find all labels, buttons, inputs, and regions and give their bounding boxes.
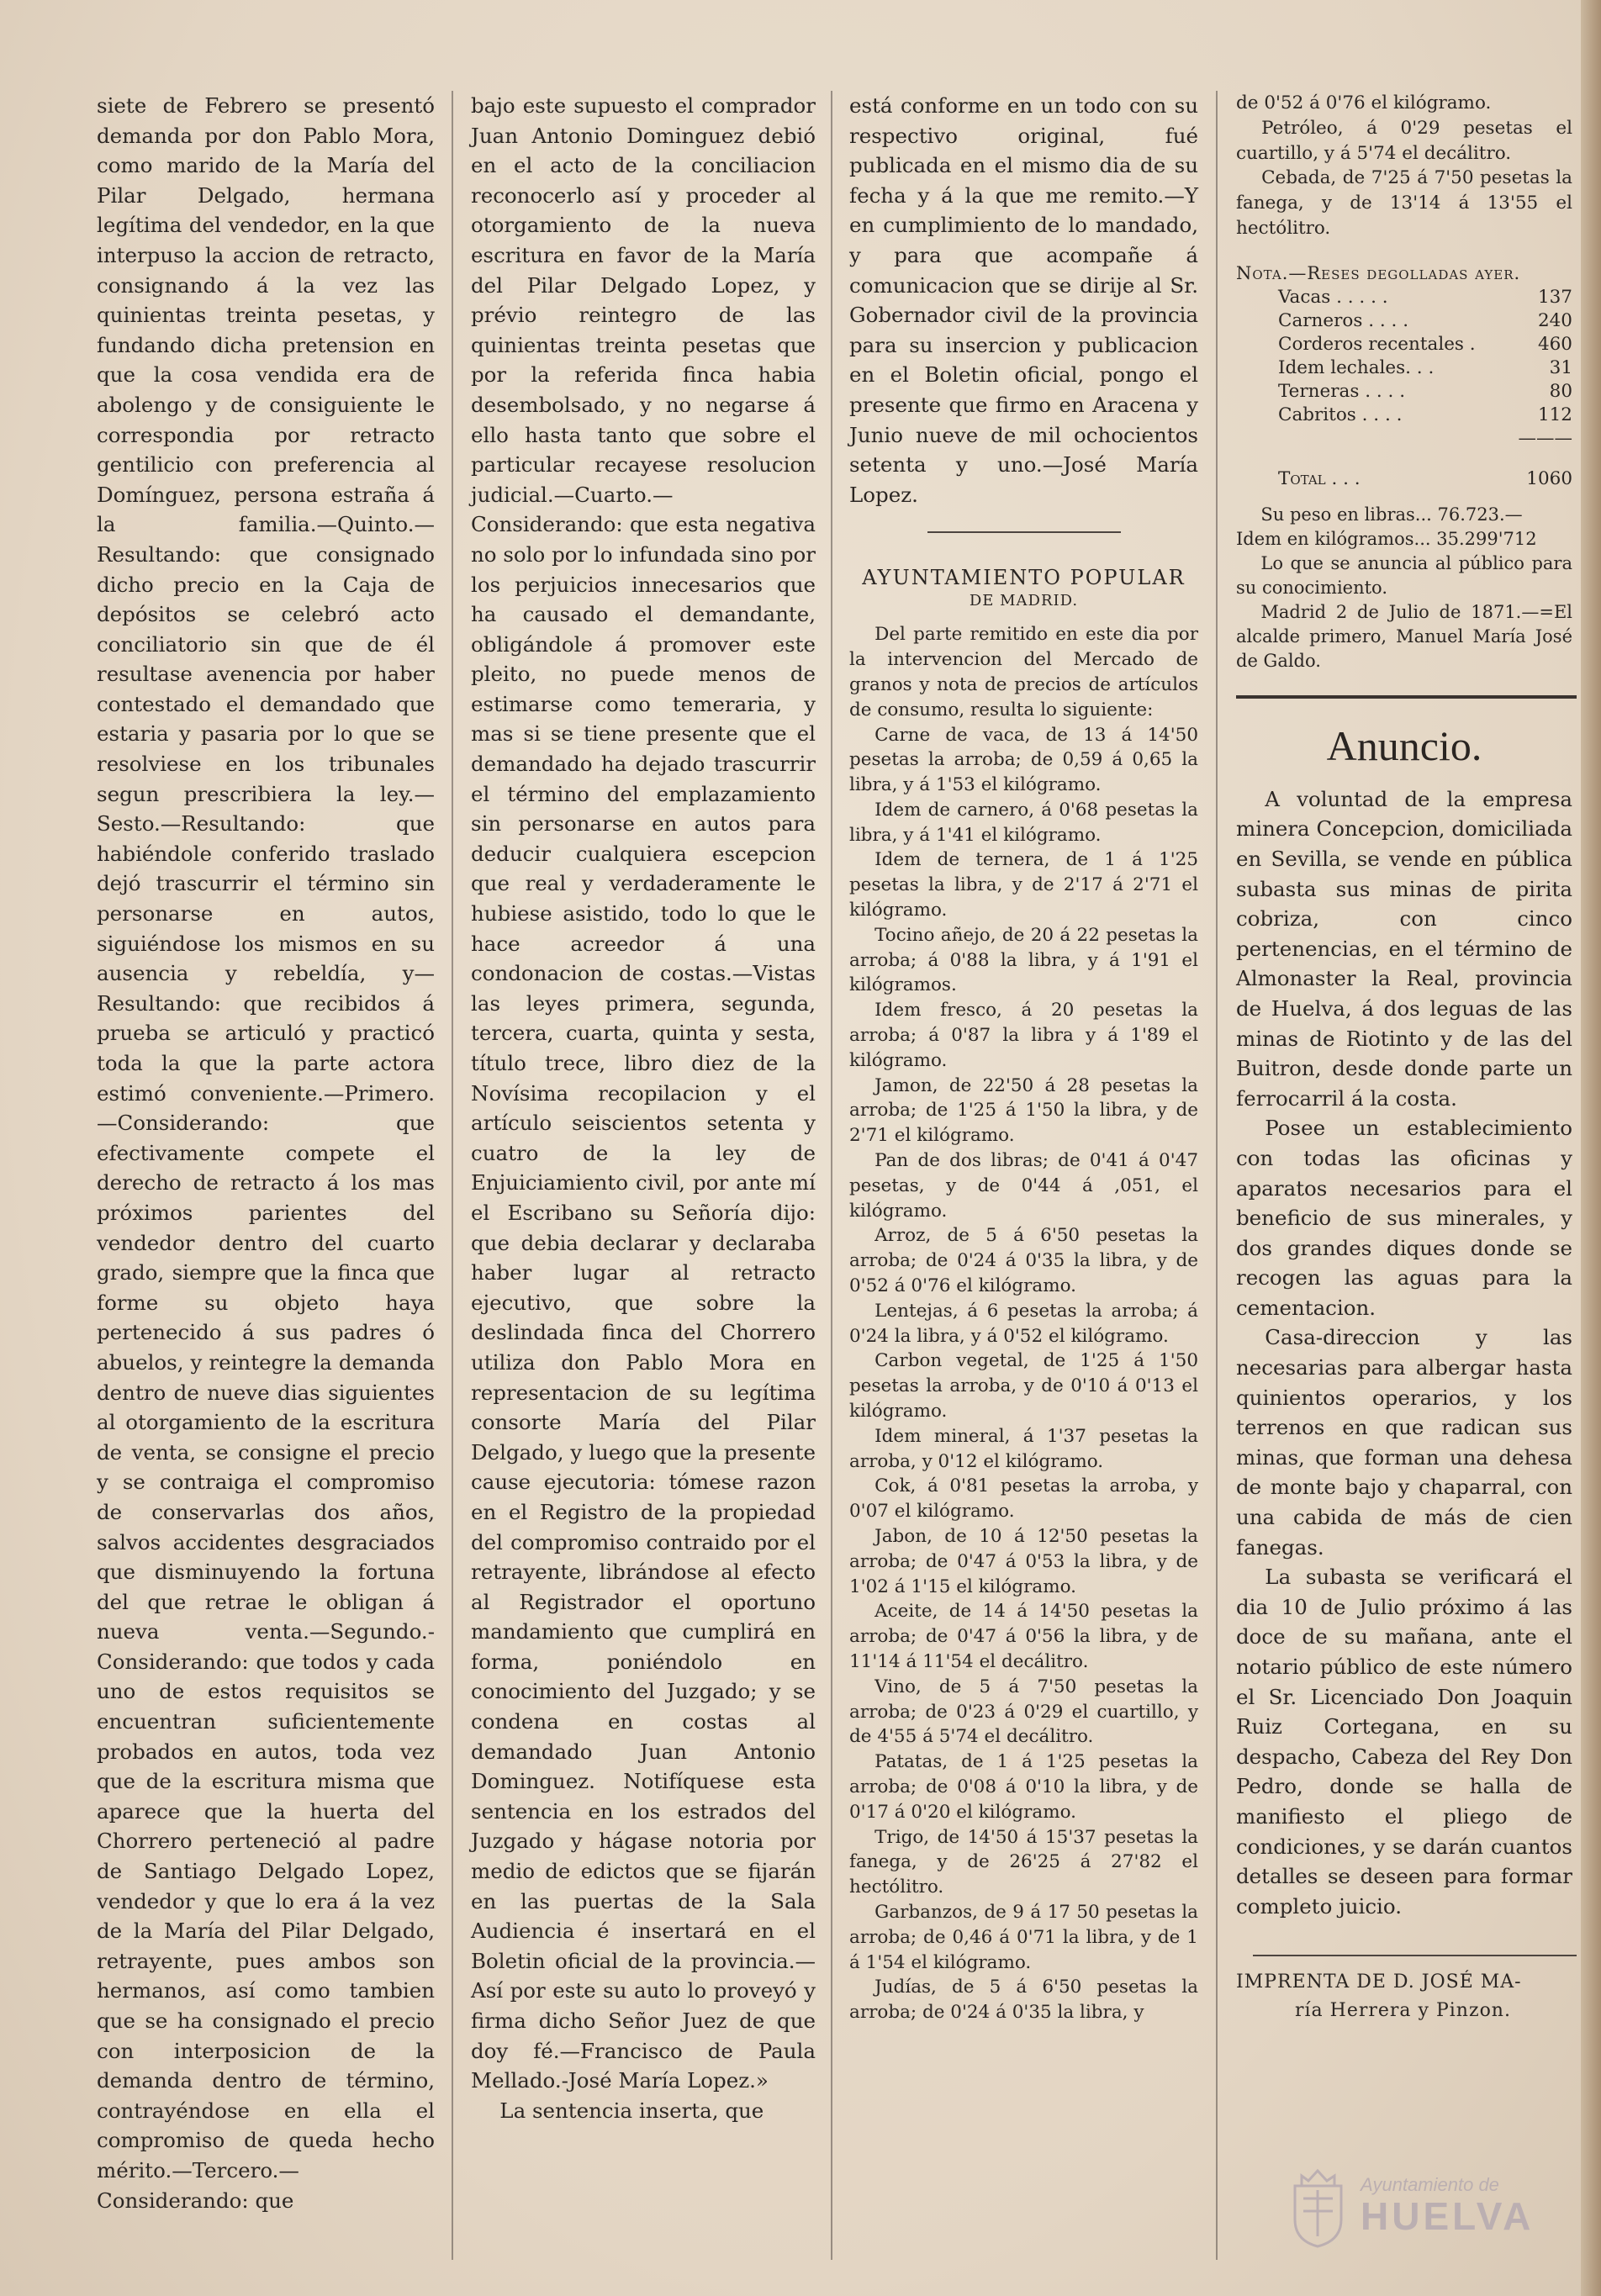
- price-item: Idem de carnero, á 0'68 pesetas la libra, y á 1'41 el kilógramo.: [849, 799, 1198, 846]
- price-item: Patatas, de 1 á 1'25 pesetas la arroba; de 0'08 á 0'10 la libra, y de 0'17 á 0'20 el kilógramo.: [849, 1751, 1198, 1823]
- table-row: [1278, 380, 1572, 404]
- row-label: Corderos recentales .: [1278, 333, 1476, 355]
- table-row: [1278, 356, 1572, 380]
- table-row: [1278, 309, 1572, 333]
- price-item: Judías, de 5 á 6'50 pesetas la arroba; de 0'24 á 0'35 la libra, y: [849, 1977, 1198, 2024]
- column-rule-3: [1216, 91, 1218, 2260]
- col1-paragraph: siete de Febrero se presentó demanda por don Pablo Mora, como marido de la María del Pilar Delgado, hermana legítima del vendedor, en la que interpuso la accion de retracto, consignando á la vez las quinientas treinta pesetas, y fundando dicha pretension en que la cosa vendida era de abolengo y de consiguiente le correspondia por retracto gentilicio con preferencia al Domínguez, persona estraña á la familia.—Quinto.—Resultando: que consignado dicho precio en la Caja de depósitos se celebró acto conciliatorio sin que de él resultase avenencia por haber contestado el demandado que estaria y pasaria por lo que se resolviese en los tribunales segun prescribiera la ley.—Sesto.—Resultando: que habiéndole conferido traslado dejó trascurrir el término sin personarse en autos, siguiéndose los mismos en su ausencia y rebeldía, y—Resultando: que recibidos á prueba se articuló y practicó toda la que la parte actora estimó conveniente.—Primero.—Considerando: que efectivamente compete el derecho de retracto á los mas próximos parientes del vendedor dentro del cuarto grado, siempre que la finca que forme su objeto haya pertenecido á sus padres ó abuelos, y reintegre la demanda dentro de nueve dias siguientes al otorgamiento de la escritura de venta, se consigne el precio y se contraiga el compromiso de conservarlas dos años, salvos accidentes desgraciados que disminuyendo la fortuna del que retrae le obligan á nueva venta.—Segundo.-Considerando: que todos y cada uno de estos requisitos se encuentran suficientemente probados en autos, toda vez que de la escritura misma que aparece que la huerta del Chorrero perteneció al padre de Santiago Delgado Lopez, vendedor y que lo era á la vez de la María del Pilar Delgado, retrayente, pues ambos son hermanos, así como tambien que se ha consignado el precio con interposicion de la demanda dentro de término, contrayéndose en ella el compromiso de queda hecho mérito.—Tercero.—Considerando: que: [97, 93, 435, 2213]
- archive-watermark: [1287, 2161, 1572, 2253]
- column-rule-2: [831, 91, 832, 2260]
- row-value: 240: [1537, 309, 1572, 331]
- watermark-text: [1361, 2174, 1534, 2236]
- nota-heading: Nota.—Reses degolladas ayer.: [1236, 262, 1521, 283]
- page-edge: [1581, 0, 1601, 2296]
- price-item: Cok, á 0'81 pesetas la arroba, y 0'07 el kilógramo.: [849, 1475, 1198, 1523]
- price-item: Carbon vegetal, de 1'25 á 1'50 pesetas la arroba, y de 0'10 á 0'13 el kilógramo.: [849, 1350, 1198, 1422]
- price-list-continued: [1236, 91, 1572, 241]
- price-item: Cebada, de 7'25 á 7'50 pesetas la fanega, y de 13'14 á 13'55 el hectólitro.: [1236, 167, 1572, 239]
- city-crest-icon: [1287, 2161, 1350, 2249]
- column-3: [849, 91, 1198, 2025]
- col2-paragraph: La sentencia inserta, que: [499, 2098, 764, 2123]
- row-value: 112: [1537, 404, 1572, 425]
- price-item: Tocino añejo, de 20 á 22 pesetas la arroba; á 0'88 la libra, y á 1'91 el kilógramos.: [849, 924, 1198, 996]
- slaughter-note: [1236, 261, 1572, 673]
- row-label: Vacas . . . . .: [1278, 286, 1388, 308]
- printer-imprint: [1236, 1968, 1572, 2025]
- price-item: Jamon, de 22'50 á 28 pesetas la arroba; de 1'25 á 1'50 la libra, y de 2'71 el kilógramo.: [849, 1074, 1198, 1147]
- watermark-line-2: HUELVA: [1361, 2194, 1535, 2238]
- sum-line: ———: [1518, 427, 1572, 449]
- section-title: AYUNTAMIENTO POPULAR: [862, 566, 1186, 590]
- column-rule-1: [452, 91, 453, 2260]
- signature-text: Madrid 2 de Julio de 1871.—=El alcalde primero, Manuel María José de Galdo.: [1236, 601, 1572, 671]
- price-item: Del parte remitido en este dia por la intervencion del Mercado de granos y nota de precios de artículos de consumo, resulta lo siguiente:: [849, 624, 1198, 720]
- anuncio-paragraph: Posee un establecimiento con todas las oficinas y aparatos necesarios para el beneficio de sus minerales, y dos grandes diques donde se recogen las aguas para la cementacion.: [1236, 1116, 1572, 1320]
- price-item: Jabon, de 10 á 12'50 pesetas la arroba; de 0'47 á 0'53 la libra, y de 1'02 á 1'15 el kilógramo.: [849, 1526, 1198, 1597]
- section-divider: [1236, 695, 1577, 699]
- total-value: 1060: [1526, 467, 1572, 489]
- total-label: Total . . .: [1278, 467, 1361, 489]
- price-item: Idem mineral, á 1'37 pesetas la arroba, y 0'12 el kilógramo.: [849, 1425, 1198, 1472]
- price-list: [849, 622, 1198, 2025]
- sum-line-row: [1278, 427, 1572, 451]
- price-item: Aceite, de 14 á 14'50 pesetas la arroba; de 0'47 á 0'56 la libra, y de 11'14 á 11'54 el decálitro.: [849, 1601, 1198, 1672]
- price-item: Garbanzos, de 9 á 17 50 pesetas la arroba; de 0,46 á 0'71 la libra, y de 1 á 1'54 el kilógramo.: [849, 1901, 1198, 1973]
- price-item: Pan de dos libras; de 0'41 á 0'47 pesetas, y de 0'44 á ,051, el kilógramo.: [849, 1150, 1198, 1222]
- row-value: 460: [1537, 333, 1572, 355]
- section-subtitle: DE MADRID.: [969, 592, 1079, 610]
- column-4: [1236, 91, 1572, 2025]
- column-1: [97, 91, 435, 2215]
- footer-divider: [1253, 1955, 1577, 1956]
- row-label: Terneras . . . .: [1278, 380, 1406, 402]
- imprint-line-2: ría Herrera y Pinzon.: [1295, 2000, 1511, 2022]
- section-divider: [927, 531, 1121, 533]
- row-value: 31: [1549, 356, 1572, 378]
- row-value: 137: [1537, 286, 1572, 308]
- price-item: Carne de vaca, de 13 á 14'50 pesetas la arroba; de 0,59 á 0,65 la libra, y á 1'53 el kilógramo.: [849, 724, 1198, 796]
- watermark-line-1: Ayuntamiento de: [1361, 2174, 1499, 2195]
- col2-paragraph: bajo este supuesto el comprador Juan Antonio Dominguez debió en el acto de la conciliacion reconocerlo así y proceder al otorgamiento de la nueva escritura en favor de la María del Pilar Delgado Lopez, y prévio reintegro de las quinientas treinta pesetas que por la referida finca habia desembolsado, y no negarse á ello hasta tanto que sobre el particular recayese resolucion judicial.—Cuarto.—Considerando: que esta negativa no solo por lo infundada sino por los perjuicios innecesarios que ha causado el demandante, obligándole á promover este pleito, no puede menos de estimarse como temeraria, y mas si se tiene presente que el demandado ha dejado trascurrir el término del emplazamiento sin personarse en autos para deducir cualquiera escepcion que real y verdaderamente le hubiese asistido, todo lo que le hace acreedor á una condonacion de costas.—Vistas las leyes primera, segunda, tercera, cuarta, quinta y sesta, título trece, libro diez de la Novísima recopilacion y el artículo seiscientos setenta y cuatro de la ley de Enjuiciamiento civil, por ante mí el Escribano su Señoría dijo: que debia declarar y declaraba haber lugar al retracto ejecutivo, que sobre la deslindada finca del Chorrero utiliza don Pablo Mora en representacion de su legítima consorte María del Pilar Delgado, y luego que la presente cause ejecutoria: tómese razon en el Registro de la propiedad del compromiso contraido por el retrayente, librándose al efecto al Registrador el oportuno mandamiento que cumplirá en forma, poniéndolo en conocimiento del Juzgado; y se condena en costas al demandado Juan Antonio Dominguez. Notifíquese esta sentencia en los estrados del Juzgado y hágase notoria por medio de edictos que se fijarán en las puertas de la Sala Audiencia é insertará en el Boletin oficial de la provincia.—Así por este su auto lo proveyó y firma dicho Señor Juez de que doy fé.—Francisco de Paula Mellado.-José María Lopez.»: [471, 93, 816, 2093]
- price-item: Trigo, de 14'50 á 15'37 pesetas la fanega, y de 26'25 á 27'82 el hectólitro.: [849, 1826, 1198, 1898]
- anuncio-title: Anuncio.: [1326, 721, 1482, 769]
- price-item: Lentejas, á 6 pesetas la arroba; á 0'24 la libra, y á 0'52 el kilógramo.: [849, 1300, 1198, 1347]
- row-label: Idem lechales. . .: [1278, 356, 1435, 378]
- row-value: 80: [1549, 380, 1572, 402]
- price-item: Idem de ternera, de 1 á 1'25 pesetas la libra, y de 2'17 á 2'71 el kilógramo.: [849, 849, 1198, 921]
- weight-line: Idem en kilógramos... 35.299'712: [1236, 528, 1537, 549]
- slaughter-table: [1278, 286, 1572, 491]
- weights: [1236, 503, 1572, 673]
- price-item: Petróleo, á 0'29 pesetas el cuartillo, y á 5'74 el decálitro.: [1236, 117, 1572, 164]
- table-row: [1278, 286, 1572, 309]
- total-row: [1278, 451, 1572, 491]
- col3-intro: está conforme en un todo con su respectivo original, fué publicada en el mismo dia de su fecha y á la que me remito.—Y en cumplimiento de lo mandado, y para que acompañe á comunicacion que se dirije al Sr. Gobernador civil de la provincia para su insercion y publicacion en el Boletin oficial, pongo el presente que firmo en Aracena y Junio nueve de mil ochocientos setenta y uno.—José María Lopez.: [849, 93, 1198, 507]
- price-item: Idem fresco, á 20 pesetas la arroba; á 0'87 la libra y á 1'89 el kilógramo.: [849, 1000, 1198, 1071]
- price-item: Vino, de 5 á 7'50 pesetas la arroba; de 0'23 á 0'29 el cuartillo, y de 4'55 á 5'74 el decálitro.: [849, 1676, 1198, 1748]
- weight-line: Su peso en libras... 76.723.—: [1260, 504, 1523, 525]
- row-label: Carneros . . . .: [1278, 309, 1409, 331]
- price-item: Arroz, de 5 á 6'50 pesetas la arroba; de 0'24 á 0'35 la libra, y de 0'52 á 0'76 el kilógramo.: [849, 1225, 1198, 1297]
- anuncio-paragraph: A voluntad de la empresa minera Concepcion, domiciliada en Sevilla, se vende en pública subasta sus minas de pirita cobriza, con cinco pertenencias, en el término de Almonaster la Real, provincia de Huelva, á dos leguas de las minas de Riotinto y de las del Buitron, desde donde parte un ferrocarril á la costa.: [1236, 786, 1572, 1111]
- closing-text: Lo que se anuncia al público para su conocimiento.: [1236, 552, 1572, 598]
- table-row: [1278, 404, 1572, 427]
- anuncio-paragraph: Casa-direccion y las necesarias para albergar hasta quinientos operarios, y los terrenos en que radican sus minas, que forman una dehesa de monte bajo y chaparral, con una cabida de más de cien fanegas.: [1236, 1325, 1572, 1560]
- table-row: [1278, 333, 1572, 356]
- row-label: Cabritos . . . .: [1278, 404, 1403, 425]
- price-item: de 0'52 á 0'76 el kilógramo.: [1236, 92, 1492, 113]
- column-2: [471, 91, 816, 2125]
- imprint-line-1: IMPRENTA DE D. JOSÉ MA-: [1236, 1971, 1522, 1993]
- anuncio-paragraph: La subasta se verificará el dia 10 de Julio próximo á las doce de su mañana, ante el notario público de este número el Sr. Licenciado Don Joaquin Ruiz Cortegana, en su despacho, Cabeza del Rey Don Pedro, donde se halla de manifiesto el pliego de condiciones, y se darán cuantos detalles se deseen para formar completo juicio.: [1236, 1565, 1572, 1919]
